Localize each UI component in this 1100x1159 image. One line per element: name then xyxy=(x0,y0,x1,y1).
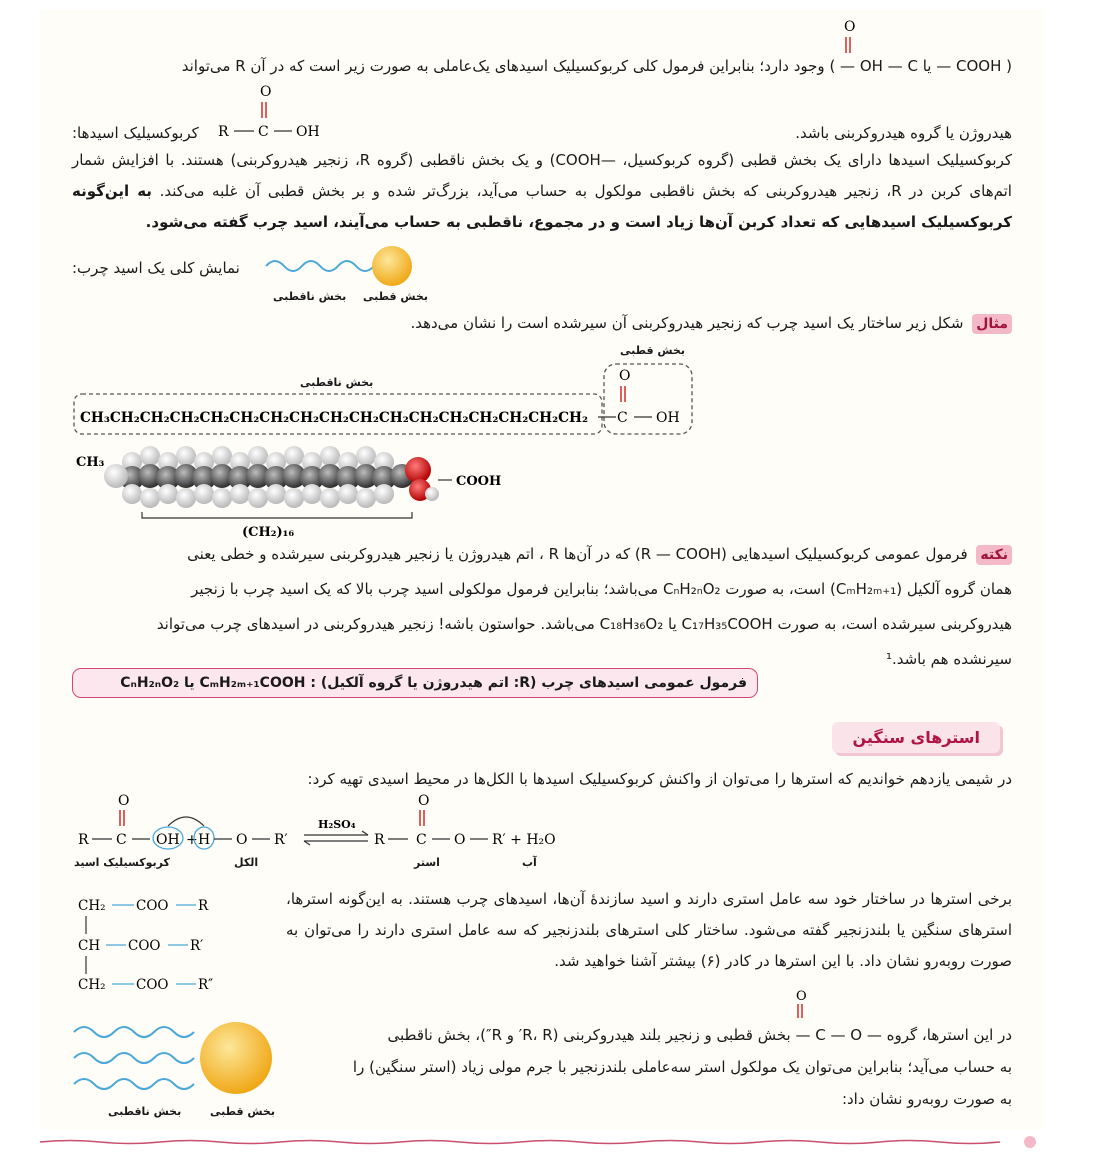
model-ch2-label: (CH₂)₁₆ xyxy=(242,525,295,540)
products-water: R′ + H₂O xyxy=(492,832,556,848)
footer-decoration xyxy=(40,1128,1050,1156)
fatty-acid-icon xyxy=(262,242,422,292)
esterification-intro: در شیمی یازدهم خواندیم که استرها را می‌توان از واکنش کربوکسیلیک اسیدها با الکل‌ها در محیط اسیدی تهیه کرد: xyxy=(307,770,1012,788)
heavy-ester-icon xyxy=(72,1012,282,1107)
coo-3: COO xyxy=(136,977,169,993)
acid-o: O xyxy=(118,793,130,809)
alcohol-o: O xyxy=(236,832,248,848)
coo-2: COO xyxy=(128,938,161,954)
acid-oxygen: O xyxy=(619,368,631,384)
carboxyl-oxygen: O xyxy=(844,19,856,35)
formula-c: C xyxy=(258,124,269,140)
label-ester: استر xyxy=(414,856,440,869)
note-line-3: هیدروکربنی سیرشده است، به صورت C₁₇H₃₅COOH یا C₁₈H₃₆O₂ می‌باشد. حواستون باشه! زنجیر هیدروکربنی در اسیدهای چرب می‌تواند xyxy=(156,615,1012,633)
note-tag: نکته xyxy=(976,545,1012,565)
general-label: کربوکسیلیک اسیدها: xyxy=(72,124,199,142)
intro-line-1: ( COOH — یا OH — C — ) وجود دارد؛ بنابراین فرمول کلی کربوکسیلیک اسیدهای یک‌عاملی به صورت زیر است که در آن R می‌تواند xyxy=(181,57,1012,75)
coo-1: COO xyxy=(136,898,169,914)
catalyst: H₂SO₄ xyxy=(318,818,356,831)
icon-nonpolar-label: بخش ناقطبی xyxy=(273,290,347,303)
final-line-2: به حساب می‌آید؛ بنابراین می‌توان یک مولکول استر سه‌عاملی بلندزنجیر با جرم مولی زیاد (استر سنگین) را xyxy=(352,1058,1012,1076)
formula-r: R xyxy=(218,124,229,140)
acid-oh: OH xyxy=(156,832,180,848)
r-2: R′ xyxy=(190,938,204,954)
acid-carbon: C xyxy=(617,410,628,426)
model-ch3-label: CH₃ xyxy=(76,455,105,470)
paragraph-fatty-acids: کربوکسیلیک اسیدها دارای یک بخش قطبی (گروه کربوکسیل، —COOH) و یک بخش ناقطبی (گروه R، زنجیر هیدروکربنی) هستند. با افزایش شمار اتم‌های کربن در R، زنجیر هیدروکربنی که بخش ناقطبی مولکول به حساب می‌آید، بزرگ‌تر شده و بر بخش قطبی آن غلبه می‌کند. به این‌گونه کربوکسیلیک اسیدهایی که تعداد کربن آن‌ها زیاد است و در مجموع، ناقطبی به حساب می‌آیند، اسید چرب گفته می‌شود. xyxy=(72,151,1012,231)
glycerol-ch2-top: CH₂ xyxy=(78,898,106,914)
formula-oh: OH xyxy=(296,124,320,140)
label-carboxylic-acid: کربوکسیلیک اسید xyxy=(74,856,170,869)
heavy-ester-nonpolar-label: بخش ناقطبی xyxy=(108,1105,182,1118)
glycerol-ch2-bottom: CH₂ xyxy=(78,977,106,993)
fatty-acid-icon-label: نمایش کلی یک اسید چرب: xyxy=(72,259,240,277)
tail-wave-1 xyxy=(74,1027,194,1037)
tail-wave-2 xyxy=(74,1053,194,1063)
nonpolar-tail-wave xyxy=(266,261,374,271)
hydrocarbon-chain: CH₃CH₂CH₂CH₂CH₂CH₂CH₂CH₂CH₂CH₂CH₂CH₂CH₂CH₂CH₂CH₂CH₂ xyxy=(80,410,589,426)
example-nonpolar-label: بخش ناقطبی xyxy=(300,376,374,389)
footprint-icon xyxy=(1024,1136,1036,1148)
plus-sign: + xyxy=(186,832,198,848)
r-3: R″ xyxy=(198,977,214,993)
ester-o: O xyxy=(454,832,466,848)
note-line-2: همان گروه آلکیل (CₘH₂ₘ₊₁) است، به صورت CₙH₂ₙO₂ می‌باشد؛ بنابراین فرمول مولکولی اسید چرب بالا که یک اسید چرب با زنجیر xyxy=(191,580,1012,598)
triester-structure xyxy=(72,890,272,1000)
acid-oh: OH xyxy=(656,410,680,426)
heavy-ester-head xyxy=(200,1022,272,1094)
fatty-acid-structure xyxy=(68,360,708,440)
example-tag: مثال xyxy=(972,314,1012,334)
label-alcohol: الکل xyxy=(234,856,259,869)
formula-o: O xyxy=(260,84,272,100)
acid-r: R xyxy=(78,832,89,848)
heavy-ester-polar-label: بخش قطبی xyxy=(210,1105,275,1118)
example-line: مثال شکل زیر ساختار یک اسید چرب که زنجیر هیدروکربنی آن سیرشده است را نشان می‌دهد. xyxy=(410,314,1012,334)
fatty-acid-formula-box: فرمول عمومی اسیدهای چرب (R: اتم هیدروژن یا گروه آلکیل) : CₘH₂ₘ₊₁COOH یا CₙH₂ₙO₂ xyxy=(72,668,758,698)
space-filling-model xyxy=(72,440,512,540)
model-cooh-label: COOH xyxy=(456,474,502,489)
general-formula xyxy=(210,80,330,144)
alcohol-h: H xyxy=(198,832,211,848)
footer-line xyxy=(40,1141,1000,1144)
final-line-3: به صورت روبه‌رو نشان داد: xyxy=(841,1090,1012,1108)
acid-c: C xyxy=(116,832,127,848)
note-line-1: نکته فرمول عمومی کربوکسیلیک اسیدهایی (R — COOH) که در آن‌ها R ، اتم هیدروژن یا زنجیر هیدروکربنی سیرشده و خطی یعنی xyxy=(187,545,1012,565)
alcohol-rprime: R′ xyxy=(274,832,288,848)
carboxyl-group-structure xyxy=(800,15,920,75)
example-polar-label: بخش قطبی xyxy=(620,344,685,357)
final-line-1: در این استرها، گروه — C — O — بخش قطبی و زنجیر بلند هیدروکربنی (R، R′ و R″)، بخش ناقطبی xyxy=(387,1026,1012,1044)
section-title-heavy-esters: استرهای سنگین xyxy=(832,722,1000,753)
label-water: آب xyxy=(522,856,537,869)
model-brace xyxy=(142,512,412,518)
ester-group-o: O xyxy=(796,989,807,1004)
ester-group-structure xyxy=(770,984,840,1024)
ester-carbonyl-o: O xyxy=(418,793,430,809)
intro-line-2: هیدروژن یا گروه هیدروکربنی باشد. xyxy=(795,124,1012,142)
ester-c: C xyxy=(416,832,427,848)
triester-paragraph: برخی استرها در ساختار خود سه عامل استری دارند و اسید سازندهٔ آن‌ها، اسیدهای چرب هستند. به این‌گونه استرها، استرهای سنگین یا بلندزنجیر گفته می‌شود. ساختار کلی استرهای بلندزنجیر که سه عامل استری دارند را می‌توان به صورت روبه‌رو نشان داد. با این استرها در کادر (۶) بیشتر آشنا خواهید شد. xyxy=(286,890,1012,970)
note-line-4: سیرنشده هم باشد.¹ xyxy=(885,650,1012,668)
glycerol-ch: CH xyxy=(78,938,101,954)
tail-wave-3 xyxy=(74,1079,194,1089)
ester-r: R xyxy=(374,832,385,848)
icon-polar-label: بخش قطبی xyxy=(363,290,428,303)
polar-head-ball xyxy=(372,246,412,286)
r-1: R xyxy=(198,898,209,914)
